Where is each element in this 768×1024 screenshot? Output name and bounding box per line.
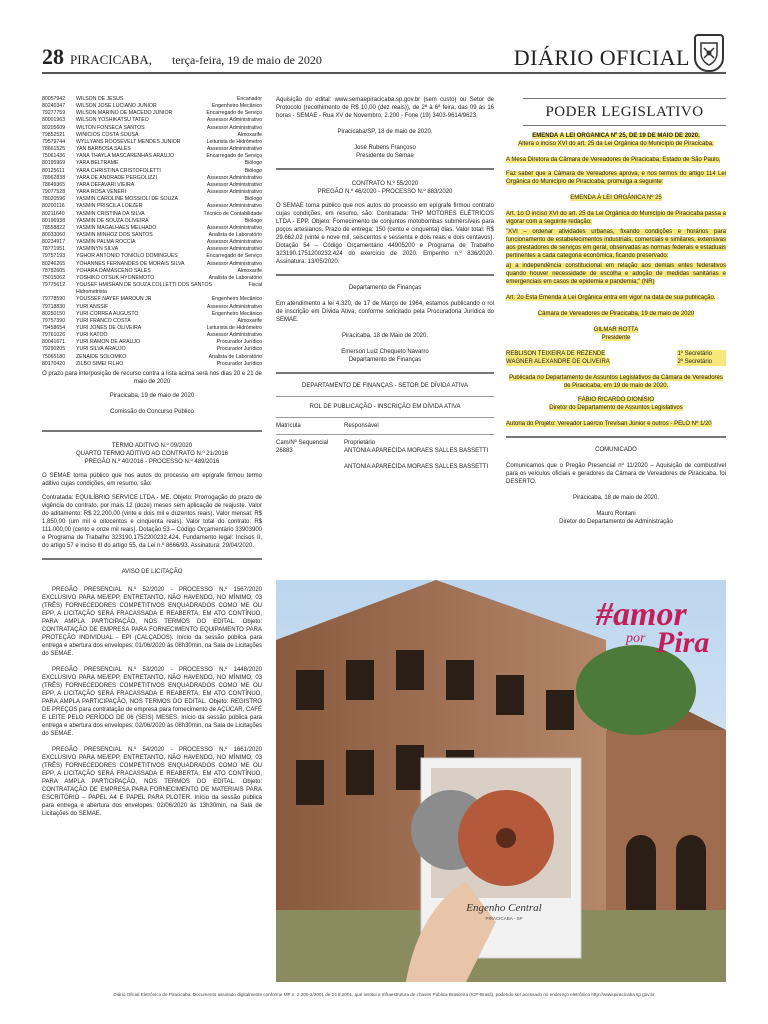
notice-body: Comunicamos que o Pregão Presencial nº 11/2020 – Aquisição de combustível para os veículos oficiais e geradores da Câmara de Vereadores de Piracicaba, foi DESERTO. [506,463,726,485]
candidate-name: WILTON FONSECA SANTOS [76,124,145,131]
registration-number: 80200116 [42,203,65,210]
job-title: Assessor Administrativo [206,332,262,339]
registration-number: 80250150 [42,310,66,317]
job-title: Assessor Administrativo [206,260,262,267]
candidate-list [42,96,262,368]
page-number: 28 [42,44,64,69]
job-title: Biólogo [244,196,262,203]
job-title: Assessor Administrativo [206,303,262,310]
committee-name: Comissão do Concurso Público [110,409,194,415]
card-subtitle: PIRACICABA - SP [485,916,523,921]
registration-number: 79290205 [42,346,66,353]
coat-of-arms-icon [694,34,724,72]
director-role: Diretor do Departamento de Assuntos Legislativos [549,405,683,411]
place-date: Piracicaba, 18 de maio de 2020. [572,495,660,501]
article-1: Art. 1o O inciso XVI do art. 25 da Lei Orgânica do Município de Piracicaba passa a vigorar com a seguinte redação: [506,211,726,225]
list-item [42,339,262,346]
amendment-intro: O SEMAE torna público que nos autos do processo em epígrafe firmou termo aditivo cujas condições, em resumo, são: [42,473,262,487]
col-responsavel: Responsável [344,423,379,429]
registration-number: 75061436 [42,153,66,160]
list-item [42,354,262,361]
job-title: Analista de Laboratório [208,353,262,360]
list-item [42,318,262,325]
candidate-name: YARA CHRISTINA CRISTOFOLETTI [76,167,161,174]
item-xvi: "XVI – ordenar atividades urbanas, fixando condições e horários para funcionamento de estabelecimentos industriais, comerciais e similares, extensivas aos prestadores de serviços em geral, observadas as normas federais e estaduais pertinentes a cada categoria econômica, ficando preservado: [506,229,726,259]
left-column-notices [42,370,262,818]
candidate-name: YARA ROSA VENERI [76,189,127,196]
signer-name: Mauro Rontani [596,511,636,517]
job-title: Assessor Administrativo [206,124,262,131]
candidate-name: ZILBO SIMEI FILHO [76,360,124,367]
list-item [42,146,262,153]
list-item [42,289,262,296]
signer-role: Departamento de Finanças [348,357,422,363]
registration-number: 78649365 [42,181,66,188]
candidate-name: YGHOR ANTONIO TONIOLO DOMINGUES [76,253,178,260]
list-item [42,196,262,203]
registration-number [42,289,76,296]
edital-info: Aquisição do edital: www.semaepiracicaba.sp.gov.br (sem custo) ou Setor de Protocolo (recolhimento de R$ 10,00 (dez reais)), de 2ª à 6ª feira, das 09 às 16 horas - SEMAE - Rua XV de Novembro, 2.200 - Fone (19) 3403-9614/9623. [276,97,494,119]
job-title: Biólogo [244,217,262,224]
candidate-name: WILSON JOSE LUCIANO JUNIOR [76,103,157,110]
col-matricula: Matrícula [276,423,301,429]
contract-body: O SEMAE torna público que nos autos do processo em epígrafe firmou contrato cujas condições, em resumo, são: Contratada: THP MOTORES ELÉTRICOS LTDA - EPP. Objeto: Fornecimento de conjuntos motobombas submersíveis para poços artesianos. Prazo de entrega: 150 (cento e cinquenta) dias. Valor total: R$ 29.662,02 (vinte e nove mil, seiscentos e sessenta e dois reais e dois centavos). Dotação 54 – Código Orçamentário 44905200 e Programa de Trabalho 323190.1751200232.424 do exercício de 2020. Empenho n.º 836/2020. Assinatura: 13/05/2020. [276,203,494,265]
city-name: PIRACICABA, [70,52,152,67]
registration-number: 79757390 [42,317,66,324]
registration-number: 80170420 [42,360,66,367]
candidate-name: YASMIN PRISCILA LOEZER [76,203,143,210]
promulgation: Faz saber que a Câmara de Vereadores aprova, e nos termos do artigo 114 Lei Orgânica do Município de Piracicaba, promulga a seguinte: [506,171,726,185]
registration-number: 79757193 [42,253,66,260]
signer-name: José Rubens Françoso [354,145,416,151]
candidate-name: WINICIOS COSTA SOUSA [76,131,139,138]
list-item [42,304,262,311]
candidate-name: YASMIN CAROLINE MOSSIOLI DE SOUZA [76,196,178,203]
list-item [42,175,262,182]
registration-number: 80033060 [42,231,66,238]
job-title: Técnico de Contabilidade [203,210,262,217]
card-title: Engenho Central [466,902,542,914]
registration-number: 80240347 [42,103,66,110]
list-item [42,160,262,167]
list-item [42,132,262,139]
list-item [42,110,262,117]
list-item [42,346,262,353]
signer-role: Presidente do Semae [356,153,414,159]
candidate-name: YARA BELTRAME [76,160,119,167]
secretary-2: WAGNER ALEXANDRE DE OLIVEIRA 2º Secretário [506,358,726,366]
divider [276,417,494,418]
section-divider [276,168,494,170]
job-title: Encarregado de Serviço [206,110,262,117]
registration-number: 80195969 [42,160,66,167]
candidate-name: YOSHIKO OTSUK HYONEMOTO [76,274,155,281]
candidate-name: YURI SILVA ARAUJO [76,346,126,353]
list-item [42,275,262,282]
director-name: FÁBIO RICARDO DIONÍSIO [577,397,654,403]
candidate-name: YOHARA DAMASCENO SALES [76,267,151,274]
registration-number: 80041671 [42,339,66,346]
list-item [42,311,262,318]
bid-notice-53: PREGÃO PRESENCIAL N.º 53/2020 - PROCESSO N.º 1448/2020 EXCLUSIVO PARA ME/EPP, ENTRETANTO, NÃO HAVENDO, NO MÍNIMO, 03 (TRÊS) FORNECEDORES COMPETITIVOS ENQUADRADOS COMO ME OU EPP, A LICITAÇÃO SERÁ FRACASSADA E REABERTA, EM ATO CONTÍNUO, PARA AMPLA PARTICIPAÇÃO, NOS TERMOS DO EDITAL. Objeto: REGISTRO DE PREÇOS para contratação de empresa para fornecimento de AÇÚCAR, CAFÉ E LEITE PELO PERÍODO DE 06 (SEIS) MESES. Início da sessão pública para entrega e abertura dos envelopes: 02/06/2020 às 08h30min, na Sala de Licitações do SEMAE. [42,667,262,737]
candidate-name: WILSON MARINO DE MACEDO JUNIOR [76,110,173,117]
candidate-name: YURI JONES DE OLIVEIRA [76,325,142,331]
middle-column [276,96,494,576]
list-item [42,182,262,189]
registration-number: 79077528 [42,189,66,196]
list-item [42,139,262,146]
amendment-subtitle-1: QUARTO TERMO ADITIVO AO CONTRATO N.º 21/2016 [75,451,228,457]
job-title: Assessor Administrativo [206,224,262,231]
list-item [42,268,262,275]
signer-name: Emerson Luiz Chequeto Navarro [341,349,429,355]
candidate-name: YAN BARBOSA SALES [76,146,131,153]
publication-note: Publicada no Departamento de Assuntos Legislativos da Câmara de Vereadores de Piracicaba, em 19 de maio de 2020. [509,375,723,389]
registration-number: 78771951 [42,246,66,253]
appeal-deadline: O prazo para interposição de recurso contra a lista acima será nos dias 20 e 21 de maio de 2020 [42,371,262,385]
candidate-name: YARA DEFAVARI VIEIRA [76,181,135,188]
list-item [42,261,262,268]
registration-number: 79458654 [42,325,66,331]
candidate-name: YARA DE ANDRADE PERGOLIZZI [76,174,157,181]
registration-number: 80001963 [42,117,66,124]
campaign-pira: Pira [656,626,710,659]
issue-date: terça-feira, 19 de maio de 2020 [172,53,322,67]
section-divider [42,558,262,560]
authorship: Autoria do Projeto: Vereador Laércio Trevisan Júnior e outros - PELO Nº 1/20 [506,421,712,427]
registration-number: 80057942 [42,96,66,102]
candidate-name: YURI FRANCO COSTA [76,317,131,324]
debt-department-title: DEPARTAMENTO DE FINANÇAS - SETOR DE DÍVIDA ATIVA [302,383,468,389]
section-divider [276,372,494,374]
list-item [42,296,262,303]
list-item [42,361,262,368]
job-title: Assessor Administrativo [206,181,262,188]
row-matricula: Cam/Nº Sequencial 26883 [276,440,329,454]
brand-title: DIÁRIO OFICIAL [513,45,690,70]
list-item [42,203,262,210]
registration-number: 79852521 [42,131,66,138]
registration-number: 78558822 [42,224,66,231]
row-name: ANTONIA APARECIDA MORAES SALLES BASSETTI [344,448,489,454]
chamber-date: Câmara de Vereadores de Piracicaba, 19 de maio de 2020 [537,311,695,317]
job-title: Analista de Laboratório [208,274,262,281]
amendment-title: EMENDA À LEI ORGÂNICA Nº 25 [570,195,662,201]
candidate-name: YASMIN MAGALHAES MELHADO [76,224,157,231]
candidate-name: ZENAIDE SOLOMKO [76,353,127,360]
page-footer: Diário Oficial Eletrônico de Piracicaba. Documento assinado digitalmente conforme MP n. 2.200-2/2001 de 24.8.2001, que institui a Infraestrutura de chaves Pública Brasileira (ICP-Brasil), podendo ser acessado no endereço eletrônico http://www.piracicaba.sp.gov.br [113,992,655,997]
job-title: Encarregado de Serviço [206,253,262,260]
registration-number: 79277759 [42,110,66,117]
list-item [42,253,262,260]
list-item [42,189,262,196]
bid-notice-54: PREGÃO PRESENCIAL N.º 54/2020 - PROCESSO N.º 1661/2020 EXCLUSIVO PARA ME/EPP, ENTRETANTO, NÃO HAVENDO, NO MÍNIMO, 03 (TRÊS) FORNECEDORES COMPETITIVOS ENQUADRADOS COMO ME OU EPP, A LICITAÇÃO SERÁ FRACASSADA E REABERTA, EM ATO CONTÍNUO, PARA AMPLA PARTICIPAÇÃO, NOS TERMOS DO EDITAL. Objeto: CONTRATAÇÃO DE EMPRESA PARA FORNECIMENTO DE MATERIAIS PARA ESCRITÓRIO – PAPEL A4 E PAPEL PARA PLOTER. Início da sessão pública para entrega e abertura dos envelopes: 02/06/2020 às 13h30min, na Sala de Licitações do SEMAE. [42,747,262,817]
place-date: Piracicaba, 19 de maio de 2020 [109,393,195,399]
list-item [42,218,262,225]
right-column [506,132,726,572]
job-title: Assessor Administrativo [206,203,262,210]
campaign-por: por [626,631,646,646]
section-divider [506,436,726,438]
registration-number: 80125611 [42,167,65,174]
contract-title: CONTRATO N.º 55/2020 [351,181,419,187]
registration-number: 78020596 [42,196,66,203]
job-title: Engenheiro Mecânico [211,103,262,110]
masthead-left [42,43,322,71]
debt-roll-title: ROL DE PUBLICAÇÃO - INSCRIÇÃO EM DÍVIDA ATIVA [309,404,461,410]
list-item [42,96,262,103]
list-item [42,282,262,289]
job-title: Leiturista de Hidrômetro [206,325,262,331]
registration-number: 80246265 [42,260,66,267]
list-item [42,117,262,124]
amendment-subtitle-2: PREGÃO N.º 40/2016 - PROCESSO N.º 489/2016 [84,459,220,465]
candidate-name: YURI KATOO [76,332,108,339]
advertisement-photo [276,580,726,982]
candidate-name: WILSON YOSHIKATSU TATEO [76,117,149,124]
job-title: Engenheiro Mecânico [211,310,262,317]
list-item [42,246,262,253]
signer-role: Diretor do Departamento de Administração [559,519,673,525]
registration-number: 80205609 [42,124,66,131]
candidate-name: YURI CORREA AUGUSTO [76,310,139,317]
job-title: Almoxarife [237,267,262,274]
registration-number: 79579744 [42,138,66,145]
header-rule [42,72,726,74]
notice-title: COMUNICADO [595,447,637,453]
contract-subtitle: PREGÃO N.º 46/2020 - PROCESSO N.º 883/2020 [317,189,453,195]
job-title: Almoxarife [237,131,262,138]
candidate-name: Hidrometrista [76,289,107,296]
list-item [42,153,262,160]
row-name: ANTONIA APARECIDA MORAES SALLES BASSETTI [344,464,489,470]
registration-number: 78782605 [42,267,66,274]
bid-notice-title: AVISO DE LICITAÇÃO [121,569,183,575]
candidate-name: YOHANNES FERNANDES DE MORAIS SILVA [76,260,185,267]
candidate-name: YASMIN CRISTINA DA SILVA [76,210,145,217]
registration-number: 79778590 [42,296,66,303]
job-title: Encanador [236,96,262,102]
amendment-heading: EMENDA À LEI ORGÂNICA Nº 25, DE 19 DE MAIO DE 2020. [532,133,700,139]
registration-number: 80211640 [42,210,65,217]
job-title: Assessor Administrativo [206,246,262,253]
place-date: Piracicaba, 18 de Maio de 2020. [341,333,429,339]
article-2: Art. 2o Esta Emenda à Lei Orgânica entra em vigor na data de sua publicação. [506,295,716,301]
candidate-name: YURI ANSSIF [76,303,109,310]
list-item [42,211,262,218]
list-item [42,125,262,132]
secretary-1: REBLISON TEIXEIRA DE REZENDE 1º Secretário [506,350,726,358]
job-title: Assessor Administrativo [206,189,262,196]
amendment-summary: Altera o inciso XVI do art. 25 da Lei Orgânica do Município de Piracicaba. [518,141,714,147]
list-item [42,168,262,175]
candidate-name: YOUSSEF NAYEF MAROUN JR [76,296,152,303]
job-title: Engenheiro Mecânico [211,296,262,303]
candidate-name: YASMIN DE SOUZA OLIVEIRA [76,217,149,224]
job-title: Assessor Administrativo [206,174,262,181]
mesa-statement: A Mesa Diretora da Câmara de Vereadores de Piracicaba, Estado de São Paulo, [506,157,721,163]
divider [276,434,494,435]
registration-number: 75065180 [42,353,66,360]
candidate-name: YASMINYN SILVA [76,246,119,253]
job-title: Assessor Administrativo [206,117,262,124]
campaign-hashtag: #amor [596,596,687,633]
registration-number: 75015062 [42,274,66,281]
place-date: Piracicaba/SP, 18 de maio de 2020. [337,129,433,135]
job-title: Procurador Jurídico [216,339,262,346]
list-item [42,232,262,239]
list-item [42,239,262,246]
list-item [42,332,262,339]
finance-body: Em atendimento a lei 4.320, de 17 de Março de 1964, estamos publicando o rol de inscrição em Dívida Ativa, conforme solicitado pela Procuradoria Jurídica do SEMAE. [276,301,494,323]
job-title: Procurador Jurídico [216,360,262,367]
president-role: Presidente [601,335,631,341]
registration-number: 78661525 [42,146,66,153]
item-a: a) a independência constitucional em relação aos demais entes federativos quando houver necessidade de escolha e adoção de medidas sanitárias e emergenciais em casos de epidemia e pandemia;" (NR) [506,263,726,285]
section-divider [42,430,262,432]
job-title: Biólogo [244,160,262,167]
row-type: Proprietário [344,440,376,446]
job-title: Encarregado de Serviço [206,153,262,160]
section-divider [276,274,494,276]
bid-notice-52: PREGÃO PRESENCIAL N.º 52/2020 - PROCESSO N.º 1567/2020 EXCLUSIVO PARA ME/EPP, ENTRETANTO, NÃO HAVENDO, NO MÍNIMO, 03 (TRÊS) FORNECEDORES COMPETITIVOS ENQUADRADOS COMO ME OU EPP, A LICITAÇÃO SERÁ FRACASSADA E REABERTA, EM ATO CONTÍNUO, PARA AMPLA PARTICIPAÇÃO, NOS TERMOS DO EDITAL. Objeto: CONTRATAÇÃO DE EMPRESA PARA FORNECIMENTO EQUIPAMENTO PARA PROTEÇÃO INDIVIDUAL - EPI (CALÇADOS). Início da sessão pública para entrega e abertura dos envelopes: 01/06/2020 às 08h30min, na Sala de Licitações do SEMAE. [42,587,262,657]
debt-table-row [276,439,494,471]
candidate-name: WYLLYANS ROOSEVELT MENDES JUNIOR [76,138,181,145]
job-title: Leiturista de Hidrômetro [206,138,262,145]
job-title: Analista de Laboratório [208,231,262,238]
candidate-name: YURI RAMON DE ARAUJO [76,339,140,346]
registration-number: 79775612 [42,282,66,289]
candidate-name: YANA THAYLA MASCARENHAS ARAUJO [76,153,175,160]
registration-number: 79761026 [42,332,66,339]
amendment-body: Contratada: EQUILÍBRIO SERVICE LTDA - ME. Objeto: Prorrogação do prazo de vigência do contrato, por mais 12 (doze) meses sem aplicação de reajuste. Valor do aditamento: R$ 22.200,00 (vinte e dois mil e duzentos reais). Valor mensal: R$ 1.850,00 (um mil e oitocentos e cinquenta reais). Valor total do contrato: R$ 111.000,00 (cento e onze mil reais). Dotação 53 – Código Orçamentário 33903900 e Programa de Trabalho 323190.1752200232.424. Fundamento legal: Incisos II, do artigo 57 e inciso III do artigo 55, da Lei n.º 8666/93. Assinatura: 29/04/2020. [42,495,262,549]
list-item [42,325,262,332]
job-title: Biólogo [244,167,262,174]
candidate-name: WILSON DE JESUS [76,96,124,102]
job-title: Assessor Administrativo [206,239,262,246]
candidate-name: YASMIN MINHOZ DOS SANTOS [76,231,153,238]
job-title: Assessor Administrativo [206,146,262,153]
candidate-name: YOUSEF HMISHAN DE SOUZA COLLETTI DOS SANTOS [76,282,212,289]
registration-number: 80234917 [42,239,66,246]
job-title: Procurador Jurídico [216,346,262,353]
candidate-name: YASMIN PALMA ROCCIA [76,239,136,246]
finance-title: Departamento de Finanças [348,285,422,291]
debt-table-header [276,422,494,430]
registration-number: 80196938 [42,217,66,224]
section-banner [523,98,726,126]
amendment-title: TERMO ADITIVO N.º 09/2020 [111,443,193,449]
list-item [42,103,262,110]
list-item [42,225,262,232]
job-title: Fiscal [248,282,262,289]
registration-number: 79718830 [42,303,66,310]
legislative-heading: PODER LEGISLATIVO [545,103,704,120]
divider [276,396,494,397]
registration-number: 78962838 [42,174,66,181]
president-name: GILMAR ROTTA [593,327,639,333]
job-title: Almoxarife [237,317,262,324]
